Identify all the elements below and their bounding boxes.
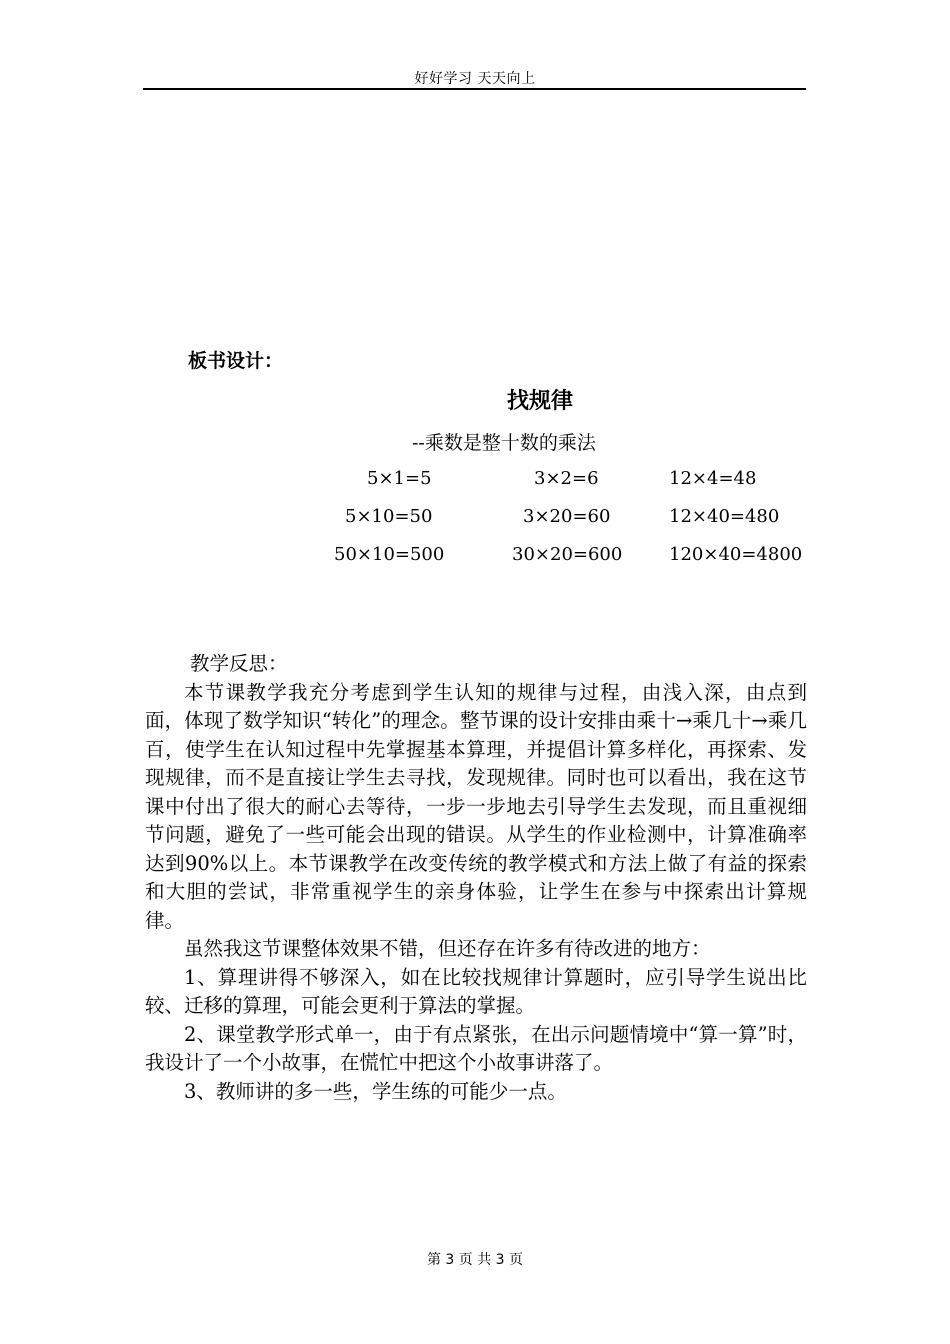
reflection-paragraph: 2、课堂教学形式单一，由于有点紧张，在出示问题情境中“算一算”时，我设计了一个小故事，在慌忙中把这个小故事讲落了。 <box>145 1022 807 1074</box>
equation: 3×2=6 <box>534 468 599 489</box>
equation: 50×10=500 <box>334 544 445 565</box>
teaching-reflection <box>145 650 807 1106</box>
reflection-paragraph: 虽然我这节课整体效果不错，但还存在许多有待改进的地方： <box>184 937 711 960</box>
equation: 5×1=5 <box>367 468 432 489</box>
board-title: 找规律 <box>506 389 573 414</box>
equation: 12×4=48 <box>669 468 757 489</box>
board-design-label: 板书设计： <box>188 350 284 372</box>
reflection-heading: 教学反思： <box>190 652 288 675</box>
reflection-paragraph: 本节课教学我充分考虑到学生认知的规律与过程，由浅入深，由点到面，体现了数学知识“转化”的理念。整节课的设计安排由乘十→乘几十→乘几百，使学生在认知过程中先掌握基本算理，并提倡计算多样化，再探索、发现规律，而不是直接让学生去寻找，发现规律。同时也可以看出，我在这节课中付出了很大的耐心去等待，一步一步地去引导学生去发现，而且重视细节问题，避免了一些可能会出现的错误。从学生的作业检测中，计算准确率达到90%以上。本节课教学在改变传统的教学模式和方法上做了有益的探索和大胆的尝试，非常重视学生的亲身体验，让学生在参与中探索出计算规律。 <box>145 680 807 932</box>
reflection-paragraph: 3、教师讲的多一些，学生练的可能少一点。 <box>184 1079 567 1103</box>
board-subtitle: --乘数是整十数的乘法 <box>412 432 596 454</box>
equation: 30×20=600 <box>512 544 623 565</box>
equation: 5×10=50 <box>345 506 433 527</box>
equation: 3×20=60 <box>523 506 611 527</box>
page-footer: 第 3 页 共 3 页 <box>426 1252 524 1268</box>
reflection-paragraph: 1、算理讲得不够深入，如在比较找规律计算题时，应引导学生说出比较、迁移的算理，可能会更利于算法的掌握。 <box>145 965 807 1017</box>
page-header: 好好学习 天天向上 <box>414 71 536 87</box>
equation: 120×40=4800 <box>669 544 803 565</box>
header-rule <box>143 88 806 90</box>
equation: 12×40=480 <box>669 506 780 527</box>
